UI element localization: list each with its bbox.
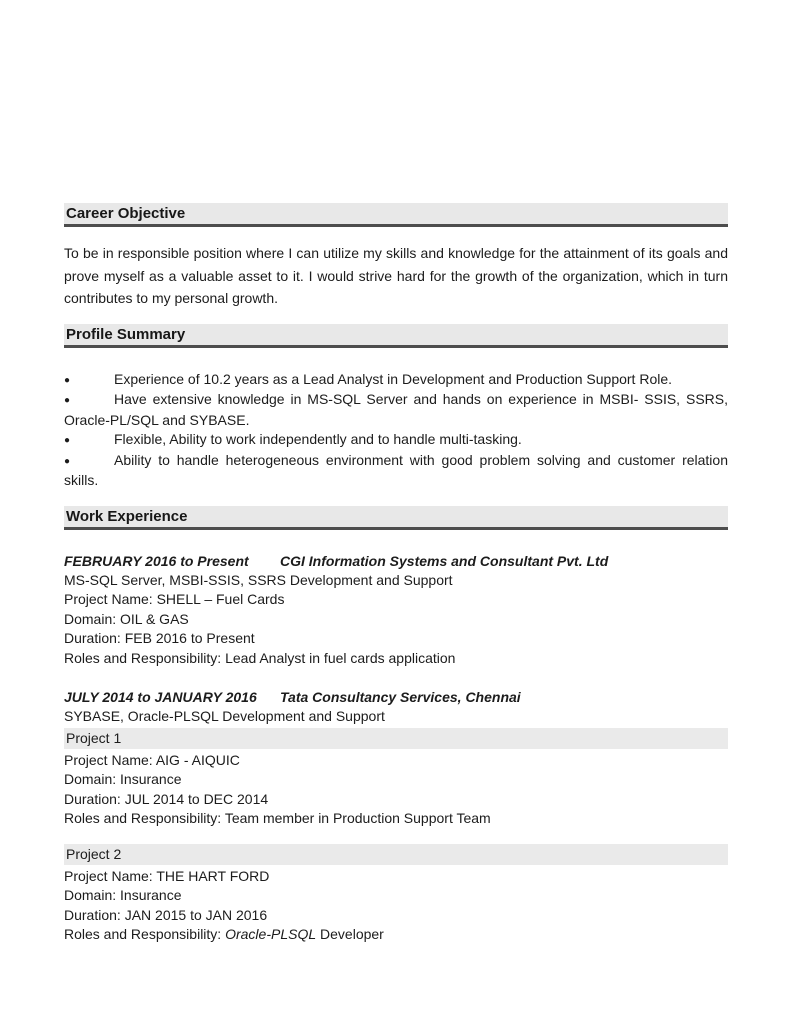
job-entry-tcs: [64, 687, 728, 945]
job-period: FEBRUARY 2016 to Present: [64, 552, 249, 569]
roles-prefix: Roles and Responsibility:: [64, 926, 226, 942]
section-header-work-experience: [64, 506, 728, 530]
job-detail: Project Name: AIG - AIQUIC: [64, 751, 240, 768]
section-title: Career Objective: [66, 205, 186, 222]
bullet-text: Ability to handle heterogeneous environment with good problem solving and customer relation skills.: [64, 451, 728, 488]
job-detail: Project Name: SHELL – Fuel Cards: [64, 591, 285, 607]
list-item: [64, 390, 728, 430]
bullet-icon: ●: [64, 455, 71, 467]
job-company: Tata Consultancy Services, Chennai: [280, 689, 521, 705]
job-heading: [64, 551, 728, 571]
job-detail: Project Name: THE HART FORD: [64, 867, 270, 884]
job-heading: [64, 687, 728, 707]
section-header-profile-summary: [64, 324, 728, 348]
job-detail: Duration: JUL 2014 to DEC 2014: [64, 790, 269, 807]
section-header-career-objective: [64, 203, 728, 227]
bullet-icon: ●: [64, 374, 71, 386]
job-detail: Domain: OIL & GAS: [64, 610, 189, 627]
job-summary: MS-SQL Server, MSBI-SSIS, SSRS Development and Support: [64, 571, 453, 588]
job-summary: SYBASE, Oracle-PLSQL Development and Support: [64, 708, 385, 724]
job-detail: Duration: JAN 2015 to JAN 2016: [64, 906, 268, 923]
bullet-text: Flexible, Ability to work independently and to handle multi-tasking.: [114, 431, 522, 447]
job-detail: Roles and Responsibility: Lead Analyst in fuel cards application: [64, 649, 456, 666]
bullet-text: Have extensive knowledge in MS-SQL Server and hands on experience in MSBI- SSIS, SSRS, Oracle-PL/SQL and SYBASE.: [64, 391, 728, 428]
section-title: Profile Summary: [66, 325, 186, 343]
bullet-text: Experience of 10.2 years as a Lead Analyst in Development and Production Support Role.: [114, 370, 673, 387]
job-detail: Roles and Responsibility: Team member in Production Support Team: [64, 810, 491, 826]
job-entry-cgi: [64, 551, 728, 669]
list-item: [64, 430, 728, 451]
job-period: JULY 2014 to JANUARY 2016: [64, 689, 257, 705]
project-1-bar: Project 1: [64, 728, 728, 749]
roles-suffix: Developer: [316, 926, 384, 942]
profile-summary-list: [64, 370, 728, 491]
bullet-icon: ●: [64, 435, 71, 446]
section-title: Work Experience: [66, 507, 188, 525]
job-detail: Domain: Insurance: [64, 887, 182, 903]
roles-italic-term: Oracle-PLSQL: [225, 926, 317, 942]
bullet-icon: ●: [64, 395, 71, 406]
list-item: [64, 451, 728, 491]
list-item: [64, 370, 728, 391]
job-company: CGI Information Systems and Consultant Pvt. Ltd: [280, 552, 609, 569]
job-detail: Domain: Insurance: [64, 771, 182, 787]
project-2-bar: Project 2: [64, 844, 728, 865]
job-detail-roles: [64, 925, 728, 945]
job-detail: Duration: FEB 2016 to Present: [64, 630, 255, 646]
career-objective-paragraph: To be in responsible position where I can utilize my skills and knowledge for the attainment of its goals and prove myself as a valuable asset to it. I would strive hard for the growth of the organization, which in turn contributes to my personal growth.: [64, 245, 728, 306]
